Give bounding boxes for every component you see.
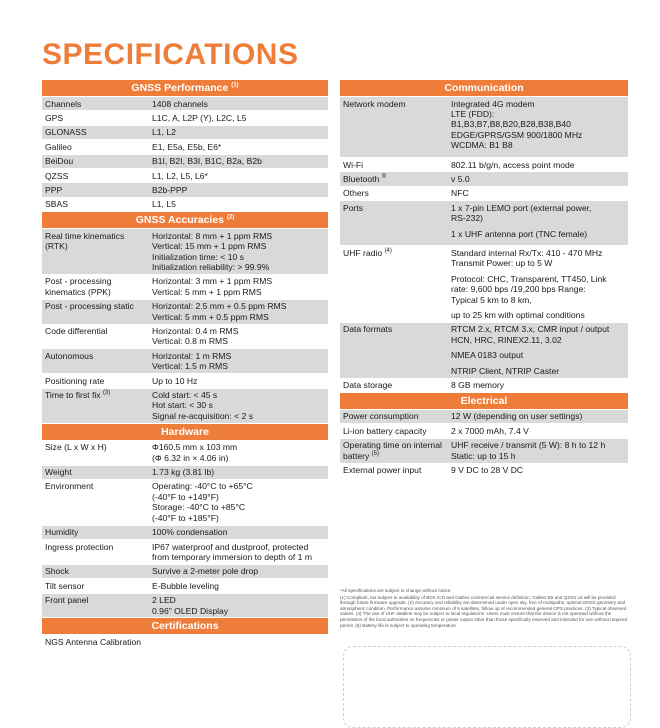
spec-value xyxy=(150,389,328,423)
spec-value xyxy=(150,97,328,110)
spec-label xyxy=(42,275,150,299)
footnote-marker: (1) xyxy=(231,82,239,89)
right-spec-column xyxy=(340,80,628,478)
spec-value xyxy=(150,349,328,373)
section-header-text: GNSS Performance xyxy=(131,82,229,94)
spec-label-text: Weight xyxy=(45,467,72,478)
spec-value-line: 802.11 b/g/n, access point mode xyxy=(451,159,575,170)
spec-label-text: Data storage xyxy=(343,380,393,391)
footnote-marker: ® xyxy=(381,174,387,181)
spec-label xyxy=(42,565,150,578)
spec-label-text: UHF radio xyxy=(343,247,383,258)
spec-row-wi-fi xyxy=(340,158,628,172)
section-header-text: Hardware xyxy=(161,425,209,438)
spec-row-gps xyxy=(42,111,328,125)
spec-value-line: v 5.0 xyxy=(451,173,470,184)
spec-label-text: GPS xyxy=(45,112,64,123)
spec-value-line: EDGE/GPRS/GSM 900/1800 MHz xyxy=(451,129,583,140)
spec-value-line: Initialization reliability: > 99.9% xyxy=(152,261,270,272)
spec-row-positioning-rate xyxy=(42,374,328,388)
spec-row-front-panel xyxy=(42,594,328,619)
spec-value xyxy=(449,439,628,463)
spec-label-text: GLONASS xyxy=(45,127,87,138)
spec-value-line: Horizontal: 2.5 mm + 0.5 ppm RMS xyxy=(152,301,287,312)
footnote-details: (1) Compliant, but subject to availability of BDS ICD and Galileo commercial service definition. Galileo E6 and QZSS L6 will be provided through future firmware upgrade. (2) Accuracy and reliability are determined under open sky, free of multipaths, optimal GNSS geometry and atmospheric condition. Performance assume minimum of 5 satellites, follow up of recommended general GPS practices. (3) Typical observed values. (4) The use of UHF datalink may be subject to local regulations. Users must ensure that the device is not operated without the permission of the local authorities on frequencies or power output other than those specifically reserved and intended for use without required permit. (5) Battery life is subject to operating temperature. xyxy=(340,594,628,628)
spec-label-text: Operating time on internal battery xyxy=(343,440,442,461)
spec-value-line: 9 V DC to 28 V DC xyxy=(451,465,524,476)
left-spec-column xyxy=(42,80,328,650)
spec-value-line: UHF receive / transmit (5 W): 8 h to 12 h xyxy=(451,440,606,451)
footnotes xyxy=(340,588,630,629)
spec-value xyxy=(449,97,628,157)
spec-label xyxy=(42,183,150,196)
section-header-certifications xyxy=(42,618,328,635)
spec-label xyxy=(42,169,150,182)
spec-value-line: WCDMA: B1 B8 xyxy=(451,140,513,151)
section-header-text: Certifications xyxy=(151,620,219,633)
spec-value-line: E-Bubble leveling xyxy=(152,580,219,591)
spec-value-line: Signal re-acquisition: < 2 s xyxy=(152,410,254,421)
spec-value-line: up to 25 km with optimal conditions xyxy=(451,310,585,320)
spec-value-line: Integrated 4G modem xyxy=(451,98,535,109)
spec-value-line: B1I, B2I, B3I, B1C, B2a, B2b xyxy=(152,156,262,167)
spec-value-line: 1 x 7-pin LEMO port (external power, xyxy=(451,202,592,213)
spec-value-line: 1.73 kg (3.81 lb) xyxy=(152,467,215,478)
spec-value-line: Horizontal: 0.4 m RMS xyxy=(152,326,239,336)
spec-value xyxy=(150,526,328,539)
spec-value-line: Horizontal: 1 m RMS xyxy=(152,350,232,361)
spec-value-line: L1, L2, L5, L6* xyxy=(152,170,208,181)
spec-value-line: 8 GB memory xyxy=(451,380,505,391)
spec-value xyxy=(150,325,328,349)
spec-label-text: Data formats xyxy=(343,324,393,335)
spec-value-line: Horizontal: 3 mm + 1 ppm RMS xyxy=(152,276,273,287)
spec-label xyxy=(42,594,150,618)
spec-value xyxy=(449,410,628,423)
footnote-marker: (2) xyxy=(226,214,235,221)
spec-row-humidity xyxy=(42,526,328,540)
spec-label xyxy=(340,379,449,392)
spec-label xyxy=(42,300,150,324)
spec-row-ingress-protection xyxy=(42,540,328,565)
spec-label-text: Power consumption xyxy=(343,411,419,422)
spec-value-line: RTCM 2.x, RTCM 3.x, CMR input / output xyxy=(451,324,610,335)
spec-row-galileo xyxy=(42,140,328,154)
spec-label xyxy=(340,201,449,245)
spec-row-li-ion-battery-capacity xyxy=(340,424,628,438)
spec-label xyxy=(340,158,449,171)
spec-value xyxy=(150,374,328,387)
spec-row-code-differential xyxy=(42,325,328,350)
spec-row-ngs-antenna-calibration xyxy=(42,635,328,649)
section-header-communication xyxy=(340,80,628,97)
spec-label xyxy=(340,464,449,477)
spec-value xyxy=(150,198,328,211)
spec-label xyxy=(340,439,449,463)
spec-value-line: rate: 9,600 bps /19,200 bps Range: xyxy=(451,284,586,295)
spec-label xyxy=(42,540,150,564)
section-header-hardware xyxy=(42,424,328,441)
footnote-marker: (3) xyxy=(102,390,111,397)
spec-value-line: Initialization time: < 10 s xyxy=(152,251,244,262)
spec-label-text: Galileo xyxy=(45,141,72,152)
spec-value xyxy=(449,201,628,245)
spec-row-data-formats xyxy=(340,323,628,379)
spec-label-text: SBAS xyxy=(45,199,68,210)
spec-value-line: Vertical: 5 mm + 1 ppm RMS xyxy=(152,286,262,297)
spec-label xyxy=(340,172,449,185)
spec-label-text: Ports xyxy=(343,202,364,213)
spec-value xyxy=(150,540,328,564)
spec-value xyxy=(150,441,328,465)
spec-label xyxy=(340,246,449,321)
spec-row-others xyxy=(340,187,628,201)
spec-label xyxy=(42,155,150,168)
spec-row-bluetooth xyxy=(340,172,628,186)
spec-value-line: Static: up to 15 h xyxy=(451,450,516,461)
spec-label xyxy=(42,579,150,592)
spec-label-text: Channels xyxy=(45,98,82,109)
spec-row-uhf-radio xyxy=(340,246,628,322)
section-header-text: Electrical xyxy=(460,394,508,407)
spec-label-text: Wi-Fi xyxy=(343,159,364,170)
spec-value-line: IP67 waterproof and dustproof, protected from temporary immersion to depth of 1 m xyxy=(152,541,312,562)
spec-value-line: LTE (FDD): xyxy=(451,108,495,119)
spec-value-line: Protocol: CHC, Transparent, TT450, Link xyxy=(451,273,607,284)
spec-row-operating-time-on-internal-battery xyxy=(340,439,628,464)
footnote-marker: (5) xyxy=(371,450,380,457)
value-spacer xyxy=(451,239,626,244)
spec-value xyxy=(150,579,328,592)
spec-row-external-power-input xyxy=(340,464,628,478)
footnote-marker: (4) xyxy=(384,248,392,255)
spec-row-network-modem xyxy=(340,97,628,158)
spec-label-text: PPP xyxy=(45,184,63,195)
spec-label-text: Network modem xyxy=(343,98,406,109)
spec-label-text: Humidity xyxy=(45,527,79,538)
spec-row-tilt-sensor xyxy=(42,579,328,593)
spec-value-line: Cold start: < 45 s xyxy=(152,390,218,401)
spec-label xyxy=(340,410,449,423)
spec-value-line: NFC xyxy=(451,188,469,199)
spec-label xyxy=(42,480,150,525)
spec-value-line: Standard internal Rx/Tx: 410 - 470 MHz xyxy=(451,247,603,258)
spec-label-text: Li-ion battery capacity xyxy=(343,425,427,436)
spec-label-text: Code differential xyxy=(45,326,108,336)
spec-value-line: 100% condensation xyxy=(152,527,228,538)
spec-row-sbas xyxy=(42,198,328,212)
spec-value-line: Horizontal: 8 mm + 1 ppm RMS xyxy=(152,230,273,241)
spec-value-line: 0.96" OLED Display xyxy=(152,605,229,616)
spec-value xyxy=(150,229,328,274)
spec-value-line: Survive a 2-meter pole drop xyxy=(152,566,259,577)
spec-value-line: (-40°F to +185°F) xyxy=(152,512,219,523)
spec-label xyxy=(42,441,150,465)
footnote-disclaimer: *All specifications are subject to change without notice. xyxy=(340,588,452,593)
spec-label xyxy=(42,349,150,373)
spec-row-qzss xyxy=(42,169,328,183)
section-header-gnss-accuracies xyxy=(42,212,328,229)
spec-label-text: QZSS xyxy=(45,170,69,181)
spec-value xyxy=(449,246,628,321)
spec-value-line: Vertical: 15 mm + 1 ppm RMS xyxy=(152,241,267,252)
spec-label xyxy=(42,374,150,387)
spec-value-line: HCN, HRC, RINEX2.11, 3.02 xyxy=(451,334,562,345)
spec-value xyxy=(150,155,328,168)
spec-label-text: BeiDou xyxy=(45,156,74,167)
spec-label xyxy=(42,140,150,153)
spec-row-channels xyxy=(42,97,328,111)
section-header-text: GNSS Accuracies xyxy=(135,214,225,227)
spec-label-text: Shock xyxy=(45,566,69,577)
spec-label-text: Positioning rate xyxy=(45,375,105,386)
spec-label-text: Front panel xyxy=(45,595,89,606)
spec-row-data-storage xyxy=(340,379,628,393)
spec-label-text: Autonomous xyxy=(45,350,94,361)
spec-value-line: Operating: -40°C to +65°C xyxy=(152,481,253,492)
spec-value-line: RS-232) xyxy=(451,213,483,224)
spec-label xyxy=(42,97,150,110)
spec-label-text: Tilt sensor xyxy=(45,580,85,591)
spec-value xyxy=(150,635,328,648)
spec-value xyxy=(150,126,328,139)
spec-value xyxy=(150,565,328,578)
spec-value-line: 12 W (depending on user settings) xyxy=(451,411,583,422)
spec-value-line: Φ160.5 mm x 103 mm xyxy=(152,442,238,453)
spec-label-text: NGS Antenna Calibration xyxy=(45,636,142,647)
spec-value xyxy=(449,158,628,171)
spec-label-text: Post - processing static xyxy=(45,301,134,312)
spec-value xyxy=(150,275,328,299)
spec-label-text: Time to first fix xyxy=(45,390,101,401)
spec-label-text: Environment xyxy=(45,481,94,492)
spec-value xyxy=(449,172,628,185)
spec-value-line: 1408 channels xyxy=(152,98,208,109)
spec-value-line: L1, L2 xyxy=(152,127,176,138)
spec-value xyxy=(150,300,328,324)
spec-label-text: External power input xyxy=(343,465,422,476)
spec-value-line: (Φ 6.32 in × 4.06 in) xyxy=(152,452,229,463)
spec-label xyxy=(340,323,449,378)
spec-row-ppp xyxy=(42,183,328,197)
spec-label xyxy=(42,126,150,139)
spec-label xyxy=(340,97,449,157)
section-header-electrical xyxy=(340,393,628,410)
value-spacer xyxy=(451,151,626,156)
spec-label-text: Ingress protection xyxy=(45,541,114,552)
spec-value-line: E1, E5a, E5b, E6* xyxy=(152,141,222,152)
spec-value-line: Transmit Power: up to 5 W xyxy=(451,258,553,269)
spec-value-line: 2 x 7000 mAh, 7.4 V xyxy=(451,425,529,436)
spec-value-line: Storage: -40°C to +85°C xyxy=(152,502,246,513)
spec-value xyxy=(150,111,328,124)
spec-label xyxy=(340,424,449,437)
spec-row-post-processing-static xyxy=(42,300,328,325)
section-header-gnss-performance xyxy=(42,80,328,97)
spec-value-line: 1 x UHF antenna port (TNC female) xyxy=(451,228,588,239)
dashed-frame xyxy=(343,646,631,728)
spec-label xyxy=(42,111,150,124)
spec-label-text: Post - processing kinematics (PPK) xyxy=(45,276,112,297)
spec-label-text: Bluetooth xyxy=(343,173,380,184)
spec-value-line: B1,B3,B7,B8,B20,B28,B38,B40 xyxy=(451,119,571,130)
spec-value-line: L1, L5 xyxy=(152,199,176,210)
spec-label xyxy=(42,325,150,349)
section-header-text: Communication xyxy=(444,82,524,94)
spec-row-beidou xyxy=(42,155,328,169)
page-title: SPECIFICATIONS xyxy=(42,38,299,71)
spec-value-line: L1C, A, L2P (Y), L2C, L5 xyxy=(152,112,247,123)
spec-value xyxy=(150,594,328,618)
spec-value xyxy=(449,464,628,477)
spec-value-line: Up to 10 Hz xyxy=(152,375,198,386)
spec-value xyxy=(150,480,328,525)
spec-label-text: Real time kinematics (RTK) xyxy=(45,230,125,252)
spec-value-line: 2 LED xyxy=(152,595,176,606)
spec-value xyxy=(150,183,328,196)
spec-label xyxy=(42,526,150,539)
spec-value xyxy=(449,323,628,378)
spec-value-line: Hot start: < 30 s xyxy=(152,400,213,411)
spec-label xyxy=(340,187,449,200)
spec-row-weight xyxy=(42,466,328,480)
spec-label-text: Size (L x W x H) xyxy=(45,442,107,453)
spec-value xyxy=(150,466,328,479)
spec-label xyxy=(42,389,150,423)
spec-row-power-consumption xyxy=(340,410,628,424)
spec-label xyxy=(42,635,150,648)
spec-row-glonass xyxy=(42,126,328,140)
spec-value-line: B2b-PPP xyxy=(152,184,188,195)
spec-row-environment xyxy=(42,480,328,526)
spec-row-shock xyxy=(42,565,328,579)
spec-value xyxy=(150,140,328,153)
spec-value xyxy=(449,424,628,437)
spec-value-line: NTRIP Client, NTRIP Caster xyxy=(451,365,560,376)
spec-row-time-to-first-fix xyxy=(42,389,328,424)
spec-label xyxy=(42,229,150,274)
spec-value-line: Typical 5 km to 8 km, xyxy=(451,294,532,305)
spec-value-line: Vertical: 5 mm + 0.5 ppm RMS xyxy=(152,311,269,322)
spec-value-line: NMEA 0183 output xyxy=(451,350,524,361)
spec-row-real-time-kinematics-rtk xyxy=(42,229,328,275)
spec-row-size-l-x-w-x-h xyxy=(42,441,328,466)
spec-label xyxy=(42,466,150,479)
spec-label-text: Others xyxy=(343,188,369,199)
spec-value-line: Vertical: 1.5 m RMS xyxy=(152,361,228,372)
spec-row-ports xyxy=(340,201,628,246)
spec-label xyxy=(42,198,150,211)
spec-value xyxy=(449,379,628,392)
spec-value xyxy=(449,187,628,200)
spec-value-line: Vertical: 0.8 m RMS xyxy=(152,336,228,347)
spec-row-post-processing-kinematics-ppk xyxy=(42,275,328,300)
spec-value xyxy=(150,169,328,182)
spec-row-autonomous xyxy=(42,349,328,374)
spec-value-line: (-40°F to +149°F) xyxy=(152,491,219,502)
